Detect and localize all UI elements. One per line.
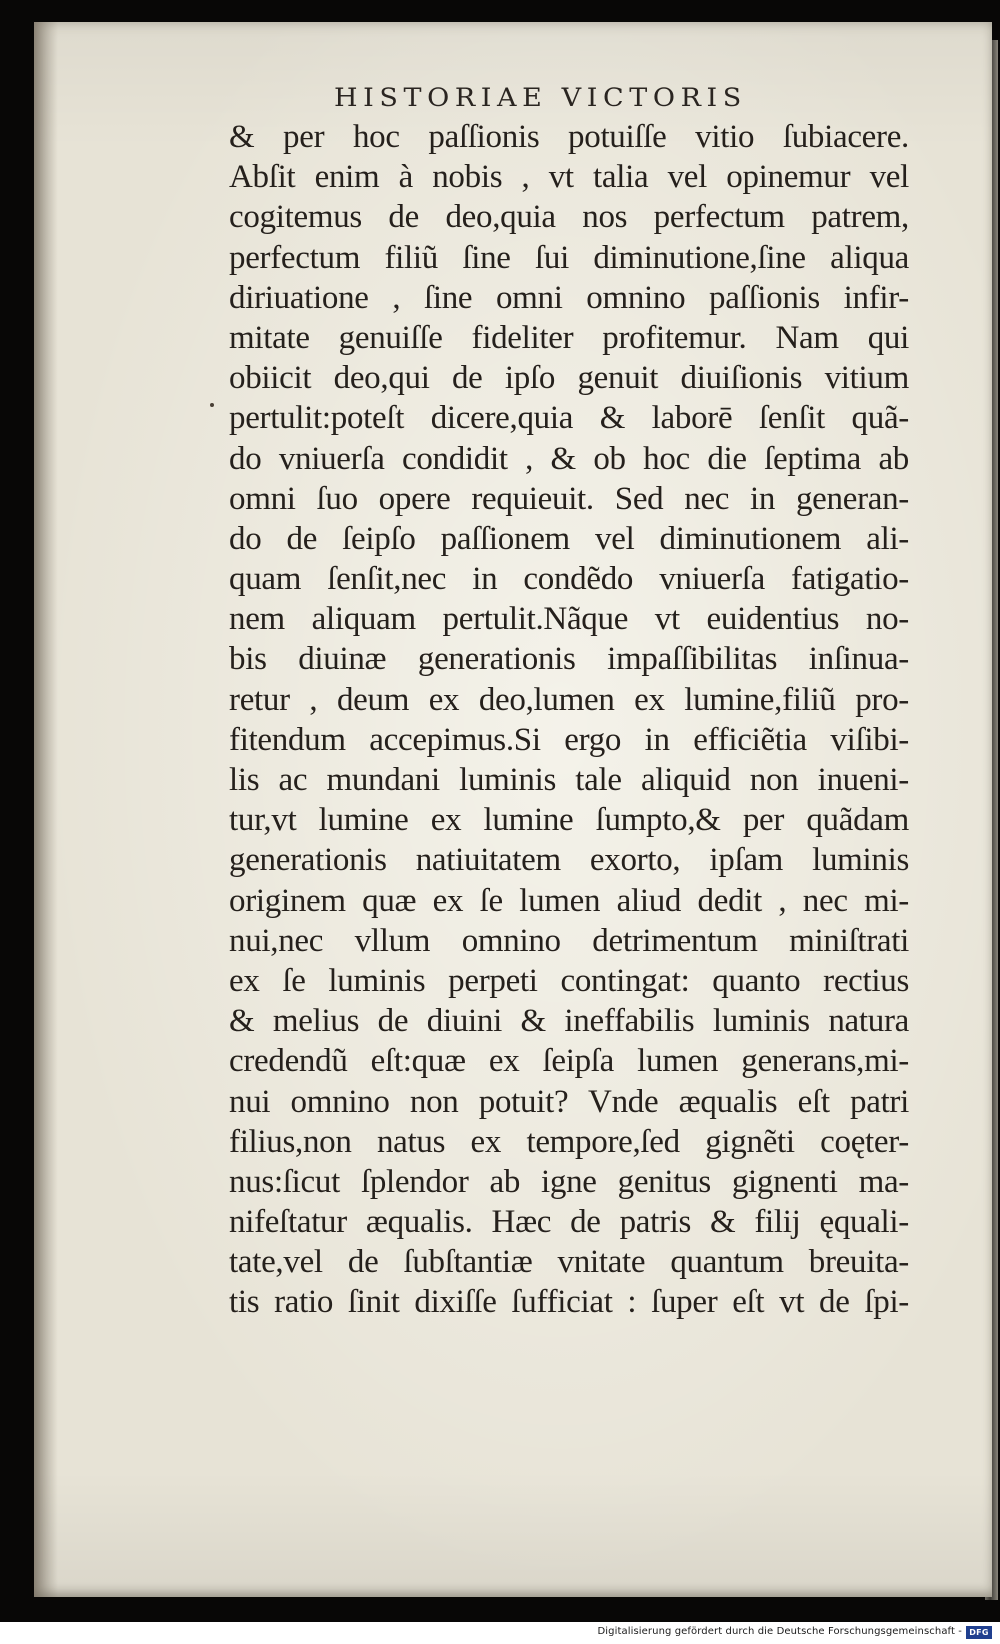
- text-line: bis diuinæ generationis impaſſibilitas inſinua-: [229, 641, 909, 678]
- text-line: nus:ſicut ſplendor ab igne genitus gignenti ma-: [229, 1163, 909, 1200]
- dfg-logo-icon: DFG: [966, 1626, 992, 1639]
- text-line: obiicit deo,qui de ipſo genuit diuiſionis vitium: [229, 360, 909, 397]
- text-line: do de ſeipſo paſſionem vel diminutionem ali-: [229, 520, 909, 557]
- text-line: do vniuerſa condidit , & ob hoc die ſeptima ab: [229, 440, 909, 477]
- body-text: [229, 117, 909, 1323]
- text-line: nui omnino non potuit? Vnde æqualis eſt patri: [229, 1083, 909, 1120]
- text-line: tur,vt lumine ex lumine ſumpto,& per quãdam: [229, 802, 909, 839]
- text-line: & per hoc paſſionis potuiſſe vitio ſubiacere.: [229, 119, 909, 155]
- spine-shadow: [34, 22, 58, 1597]
- text-line: pertulit:poteſt dicere,quia & laborē ſenſit quã-: [229, 400, 909, 437]
- text-line: perfectum filiũ ſine ſui diminutione,ſine aliqua: [229, 239, 909, 276]
- text-line: nem aliquam pertulit.Nãque vt euidentius no-: [229, 601, 909, 638]
- text-line: diriuatione , ſine omni omnino paſſionis infir-: [229, 279, 909, 316]
- ink-speck: [210, 403, 214, 407]
- text-line: Abſit enim à nobis , vt talia vel opinemur vel: [229, 159, 909, 196]
- text-line: originem quæ ex ſe lumen aliud dedit , nec mi-: [229, 882, 909, 919]
- text-line: retur , deum ex deo,lumen ex lumine,filiũ pro-: [229, 681, 909, 718]
- text-line: cogitemus de deo,quia nos perfectum patrem,: [229, 199, 909, 236]
- text-line: quam ſenſit,nec in condẽdo vniuerſa fatigatio-: [229, 561, 909, 598]
- text-line: mitate genuiſſe fideliter profitemur. Nam qui: [229, 319, 909, 356]
- text-line: nui,nec vllum omnino detrimentum miniſtrati: [229, 922, 909, 959]
- footer-credit: Digitalisierung gefördert durch die Deutsche Forschungsgemeinschaft -: [597, 1626, 962, 1637]
- text-line: omni ſuo opere requieuit. Sed nec in generan-: [229, 480, 909, 517]
- text-line: lis ac mundani luminis tale aliquid non inueni-: [229, 762, 909, 798]
- text-line: generationis natiuitatem exorto, ipſam luminis: [229, 842, 909, 879]
- text-line: fitendum accepimus.Si ergo in efficiẽtia viſibi-: [229, 721, 909, 758]
- running-head: HISTORIAE VICTORIS: [334, 84, 747, 113]
- text-line: tate,vel de ſubſtantiæ vnitate quantum breuita-: [229, 1244, 909, 1281]
- text-line: ex ſe luminis perpeti contingat: quanto rectius: [229, 962, 909, 999]
- text-line: filius,non natus ex tempore,ſed gignẽti coęter-: [229, 1123, 909, 1160]
- text-line: nifeſtatur æqualis. Hæc de patris & filij ęquali-: [229, 1204, 909, 1241]
- text-line: credendũ eſt:quæ ex ſeipſa lumen generans,mi-: [229, 1043, 909, 1080]
- text-line: tis ratio ſinit dixiſſe ſufficiat : ſuper eſt vt de ſpi-: [229, 1284, 909, 1321]
- text-line: & melius de diuini & ineffabilis luminis natura: [229, 1003, 909, 1040]
